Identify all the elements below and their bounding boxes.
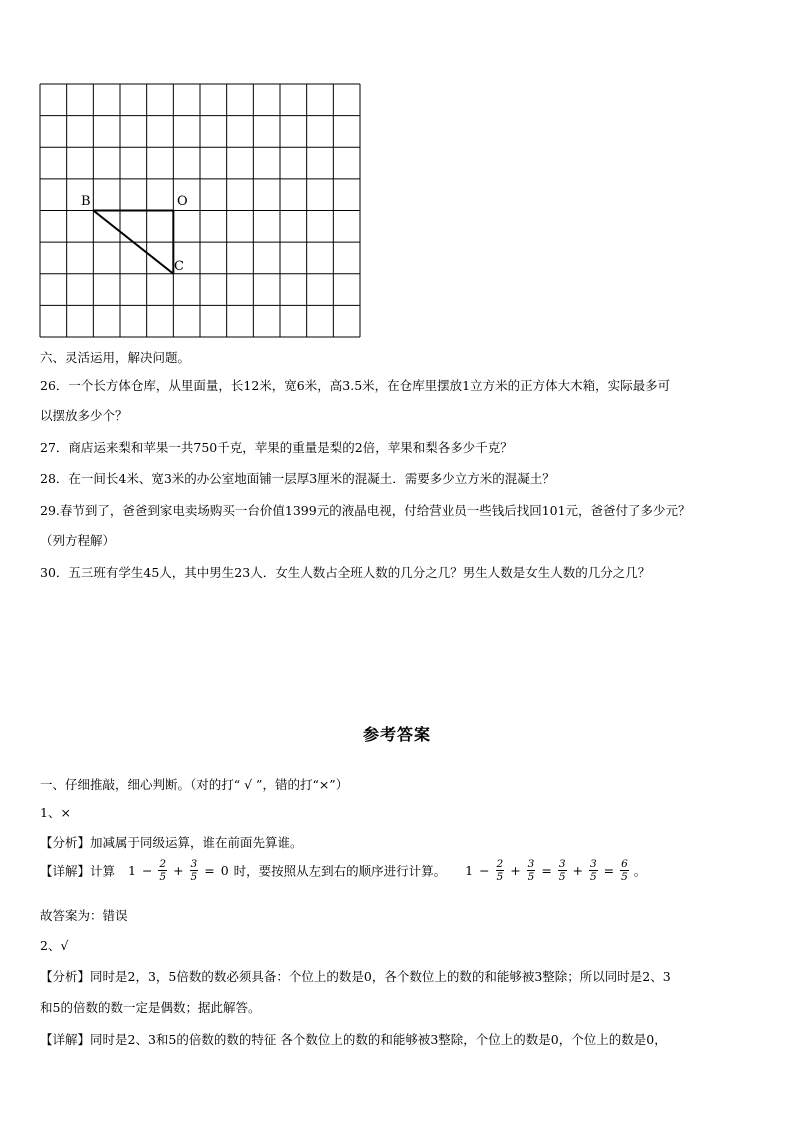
f1-plus: + [173, 863, 184, 878]
answer-2-analysis-line1: 【分析】同时是2，3，5倍数的数必须具备：个位上的数是0，各个数位上的数的和能够被3整除；所以同时是2、3 [40, 969, 671, 984]
point-o-label: O [177, 194, 188, 209]
point-b-label: B [81, 194, 91, 209]
f2-one: 1 [465, 863, 474, 878]
question-30: 30．五三班有学生45人，其中男生23人．女生人数占全班人数的几分之几？男生人数是女生人数的几分之几？ [40, 565, 651, 580]
f2-frac-num-b: 3 [527, 858, 535, 870]
f2-frac-den-e: 5 [621, 871, 628, 883]
answer-2-analysis-line2: 和5的倍数的数一定是偶数；据此解答。 [40, 1000, 261, 1015]
f1-minus: − [141, 863, 153, 878]
f1-frac-num: 2 [159, 858, 167, 870]
grid-figure [40, 84, 360, 337]
point-c-label: C [174, 259, 184, 274]
f2-plus-1: + [510, 863, 521, 878]
f1-frac-num-b: 3 [190, 858, 198, 870]
section6-heading: 六、灵活运用，解决问题。 [40, 350, 191, 365]
answer-1-conclusion: 故答案为：错误 [40, 908, 128, 923]
f2-frac-den-d: 5 [589, 871, 597, 883]
f1-zero: 0 [220, 863, 229, 878]
answer-1-detail-prefix: 【详解】计算 [40, 863, 116, 879]
question-29-line1: 29.春节到了，爸爸到家电卖场购买一台价值1399元的液晶电视，付给营业员一些钱后找回101元，爸爸付了多少元？ [40, 503, 691, 518]
answer-1-detail-end: 。 [633, 863, 647, 879]
answer-1-label: 1、× [40, 805, 71, 820]
grid-svg [40, 84, 360, 337]
formula-1 [127, 858, 230, 883]
question-26-line1: 26．一个长方体仓库，从里面量，长12米，宽6米，高3.5米，在仓库里摆放1立方米的正方体大木箱，实际最多可 [40, 378, 671, 393]
f2-frac-num-d: 3 [589, 858, 597, 870]
f2-frac-3-5-c [589, 858, 598, 883]
f1-equals: = [204, 863, 215, 878]
f1-frac-2-5 [158, 858, 167, 883]
answer-2-label: 2、√ [40, 938, 69, 953]
formula-2 [464, 858, 630, 883]
f1-frac-den: 5 [159, 871, 167, 883]
f2-frac-num-c: 3 [558, 858, 566, 870]
f2-equals-2: = [603, 863, 615, 878]
f1-one: 1 [128, 863, 136, 878]
f2-frac-6-5 [620, 858, 629, 883]
question-29-line2: （列方程解） [40, 533, 116, 548]
f2-plus-2: + [572, 863, 583, 878]
answer-1-detail-mid: 时，要按照从左到右的顺序进行计算。 [233, 863, 447, 879]
f2-frac-num-a: 2 [496, 858, 504, 870]
question-27: 27．商店运来梨和苹果一共750千克，苹果的重量是梨的2倍，苹果和梨各多少千克？ [40, 440, 513, 455]
f2-minus: − [479, 863, 490, 878]
question-28: 28．在一间长4米、宽3米的办公室地面铺一层厚3厘米的混凝土．需要多少立方米的混凝土？ [40, 471, 555, 486]
f2-frac-den-a: 5 [496, 871, 504, 883]
f1-frac-3-5 [190, 858, 199, 883]
f2-equals-1: = [541, 863, 552, 878]
f1-frac-den-b: 5 [190, 871, 198, 883]
answer-1-analysis: 【分析】加减属于同级运算，谁在前面先算谁。 [40, 835, 303, 850]
f2-frac-3-5-b [558, 858, 567, 883]
f2-frac-num-e: 6 [621, 858, 628, 870]
f2-frac-den-b: 5 [527, 871, 535, 883]
f2-frac-den-c: 5 [558, 871, 566, 883]
answer-2-detail: 【详解】同时是2、3和5的倍数的数的特征 各个数位上的数的和能够被3整除，个位上的数是0，个位上的数是0， [40, 1032, 667, 1047]
f2-frac-2-5 [496, 858, 505, 883]
answer-1-detail [40, 858, 646, 883]
f2-frac-3-5-a [527, 858, 536, 883]
question-26-line2: 以摆放多少个？ [40, 408, 128, 423]
answers-title: 参考答案 [362, 725, 431, 744]
answers-section1-heading: 一、仔细推敲，细心判断。（对的打“ √ ”，错的打“×”） [40, 777, 349, 792]
